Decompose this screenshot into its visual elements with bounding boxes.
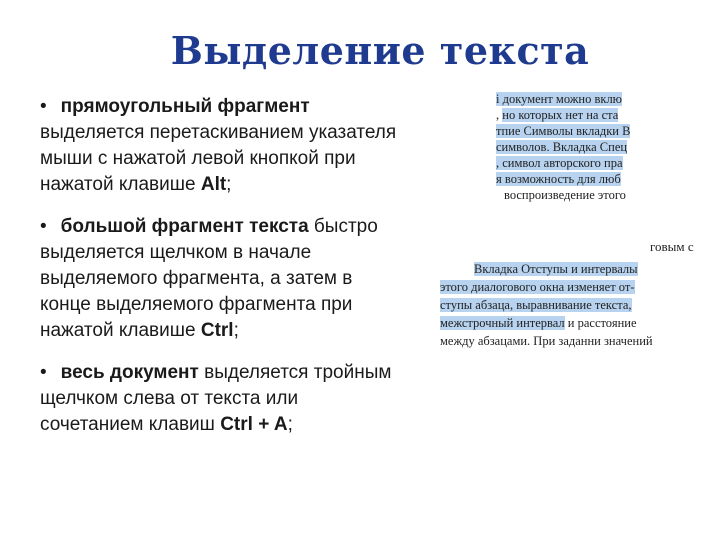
- bullet-line: мыши с нажатой левой кнопкой при: [40, 148, 356, 169]
- selected-text: [474, 262, 638, 276]
- bullet-marker: •: [40, 96, 47, 117]
- slide-title: Выделение текста: [170, 28, 590, 73]
- bullet-line: выделяется щелчком в начале: [40, 242, 312, 263]
- large-fragment-selection-sample: [440, 260, 700, 350]
- bullet-item-whole-document: [40, 360, 460, 438]
- selected-text: символов. Вкладка Спец: [496, 140, 628, 154]
- bullet-line: нажатой клавише: [40, 320, 201, 341]
- rectangular-selection-sample: [496, 91, 656, 209]
- bullet-line: сочетанием клавиш: [40, 414, 221, 435]
- bullet-line: быстро: [308, 216, 378, 237]
- bullet-item-large-fragment: [40, 214, 460, 344]
- bullet-marker: •: [40, 362, 47, 383]
- selected-text: ступы абзаца, выравнивание текста,: [440, 298, 632, 312]
- selected-text: я возможность для люб: [496, 172, 621, 186]
- selected-text: межстрочный интервал: [440, 316, 565, 330]
- bullet-line: выделяется перетаскиванием указателя: [40, 122, 397, 143]
- bullet-term: большой фрагмент текста: [60, 216, 309, 237]
- sample-text: воспроизведение этого: [504, 188, 626, 202]
- key-name: Ctrl: [200, 320, 234, 341]
- sample-fragment-text: говым с: [650, 239, 694, 254]
- key-name: Alt: [200, 174, 227, 195]
- bullet-line: выделяемого фрагмента, а затем в: [40, 268, 353, 289]
- bullet-line: выделяется тройным: [198, 362, 392, 383]
- bullet-punct: ;: [287, 414, 293, 435]
- bullet-marker: •: [40, 216, 47, 237]
- bullet-term: прямоугольный фрагмент: [60, 96, 310, 117]
- selected-text: тпие Символы вкладки В: [496, 124, 631, 138]
- sample-text: между абзацами. При заданни значений: [440, 334, 653, 348]
- sample-text: ,: [496, 108, 503, 122]
- selected-text: і документ можно вклю: [496, 92, 623, 106]
- bullet-punct: ;: [226, 174, 232, 195]
- selected-text: но которых нет на ста: [502, 108, 619, 122]
- bullet-punct: ;: [233, 320, 239, 341]
- sample-text: и расстояние: [564, 316, 637, 330]
- bullet-item-rectangular: [40, 94, 460, 198]
- selected-text: , символ авторского пра: [496, 156, 623, 170]
- bullet-line: нажатой клавише: [40, 174, 201, 195]
- key-name: Ctrl + A: [220, 414, 288, 435]
- bullet-line: щелчком слева от текста или: [40, 388, 299, 409]
- selected-text-value: Вкладка Отступы и интервалы: [474, 262, 638, 276]
- bullet-list: [40, 94, 460, 454]
- selected-text: этого диалогового окна изменяет от-: [440, 280, 635, 294]
- bullet-line: конце выделяемого фрагмента при: [40, 294, 353, 315]
- bullet-term: весь документ: [60, 362, 199, 383]
